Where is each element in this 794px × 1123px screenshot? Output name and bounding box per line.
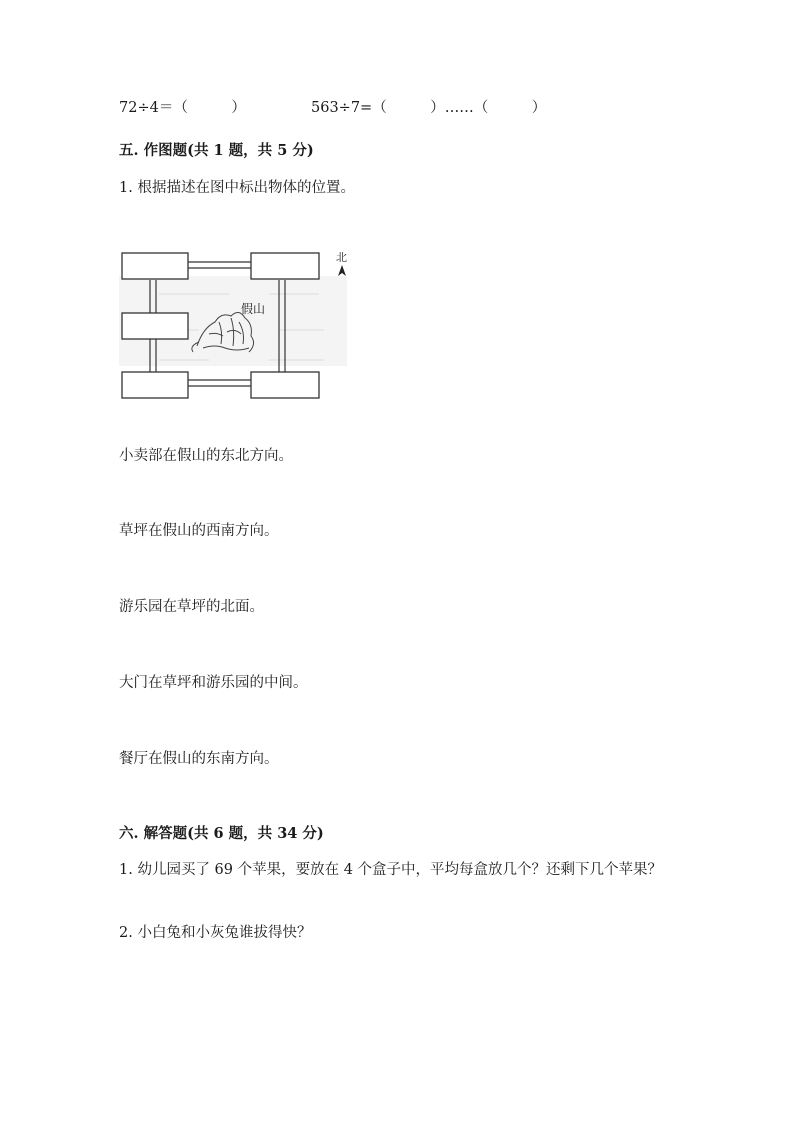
- clue-2: 草坪在假山的西南方向。: [119, 523, 279, 539]
- clue-3: 游乐园在草坪的北面。: [119, 599, 264, 615]
- clue-1: 小卖部在假山的东北方向。: [119, 448, 293, 464]
- map-figure: [119, 248, 351, 400]
- section-6-question-2: 2. 小白兔和小灰兔谁拔得快？: [119, 925, 312, 941]
- section-6-question-1: 1. 幼儿园买了 69 个苹果，要放在 4 个盒子中，平均每盒放几个？还剩下几个苹果？: [119, 862, 663, 878]
- section-5-heading: 五. 作图题(共 1 题，共 5 分): [119, 142, 314, 159]
- north-label: 北: [336, 251, 347, 264]
- map-diagram: [119, 248, 351, 400]
- arithmetic-item-1: 72÷4＝（ ）: [119, 100, 246, 116]
- map-box-bottom-left[interactable]: [122, 372, 188, 398]
- arithmetic-item-2: 563÷7=（ ）……（ ）: [311, 100, 547, 116]
- map-box-bottom-right[interactable]: [251, 372, 319, 398]
- rockery-label: 假山: [241, 302, 266, 316]
- section-6-heading: 六. 解答题(共 6 题，共 34 分): [119, 825, 324, 842]
- north-arrow-icon: [338, 265, 346, 276]
- section-5-question-1: 1. 根据描述在图中标出物体的位置。: [119, 180, 355, 196]
- map-box-top-right[interactable]: [251, 253, 319, 279]
- clue-4: 大门在草坪和游乐园的中间。: [119, 675, 308, 691]
- map-box-top-left[interactable]: [122, 253, 188, 279]
- clue-5: 餐厅在假山的东南方向。: [119, 751, 279, 767]
- map-box-middle-left[interactable]: [122, 313, 188, 339]
